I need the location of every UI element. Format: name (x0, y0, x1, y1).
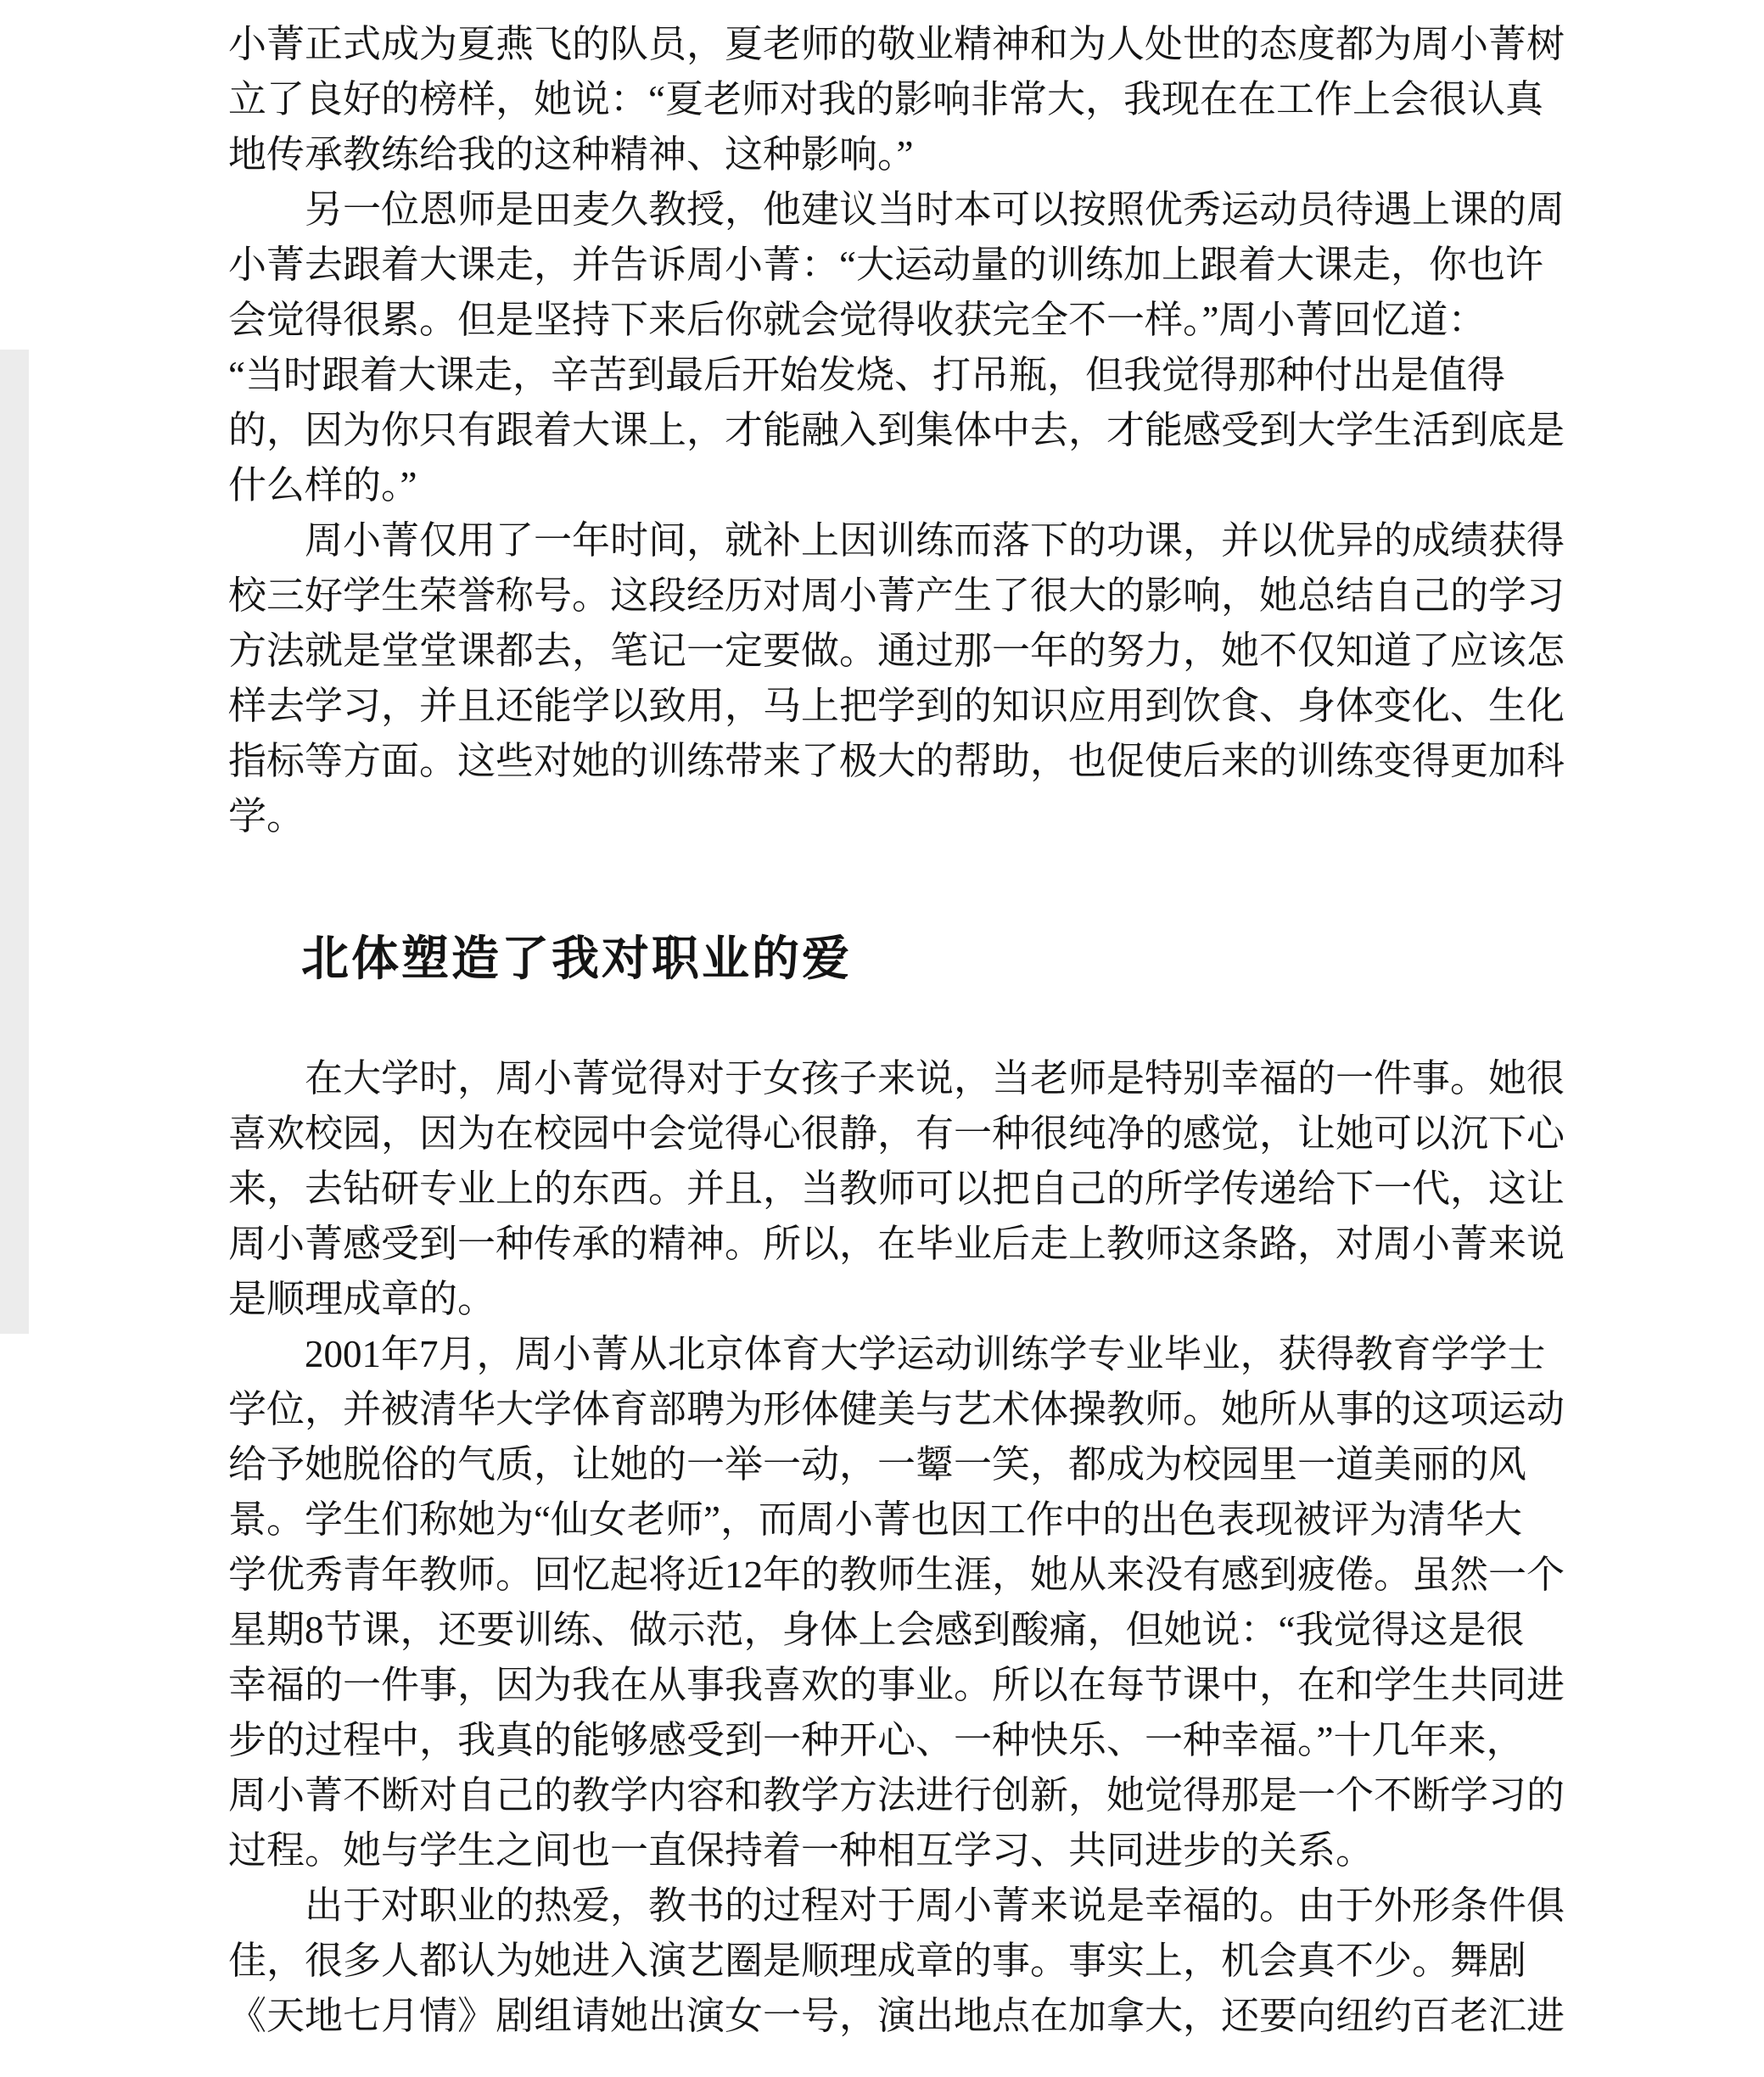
text-line: 周小菁仅用了一年时间，就补上因训练而落下的功课，并以优异的成绩获得 (305, 519, 1565, 562)
text-line: 《天地七月情》剧组请她出演女一号，演出地点在加拿大，还要向纽约百老汇进 (228, 1995, 1565, 2037)
text-line: 景。学生们称她为“仙女老师”，而周小菁也因工作中的出色表现被评为清华大 (228, 1498, 1522, 1541)
text-line: 指标等方面。这些对她的训练带来了极大的帮助，也促使后来的训练变得更加科 (228, 740, 1565, 782)
text-line: 周小菁感受到一种传承的精神。所以，在毕业后走上教师这条路，对周小菁来说 (228, 1223, 1565, 1265)
text-line: 样去学习，并且还能学以致用，马上把学到的知识应用到饮食、身体变化、生化 (228, 685, 1565, 727)
left-margin-marker (0, 350, 29, 1334)
text-line: 学位，并被清华大学体育部聘为形体健美与艺术体操教师。她所从事的这项运动 (228, 1388, 1565, 1430)
text-line: 方法就是堂堂课都去，笔记一定要做。通过那一年的努力，她不仅知道了应该怎 (228, 630, 1565, 672)
text-line: 给予她脱俗的气质，让她的一举一动，一颦一笑，都成为校园里一道美丽的风 (228, 1443, 1527, 1486)
text-line: 星期8节课，还要训练、做示范，身体上会感到酸痛，但她说：“我觉得这是很 (228, 1609, 1525, 1651)
text-line: 过程。她与学生之间也一直保持着一种相互学习、共同进步的关系。 (228, 1829, 1375, 1872)
text-line: 的，因为你只有跟着大课上，才能融入到集体中去，才能感受到大学生活到底是 (228, 409, 1565, 451)
text-line: 出于对职业的热爱，教书的过程对于周小菁来说是幸福的。由于外形条件俱 (305, 1884, 1565, 1927)
text-line: 校三好学生荣誉称号。这段经历对周小菁产生了很大的影响，她总结自己的学习 (228, 574, 1565, 617)
text-line: 小菁正式成为夏燕飞的队员，夏老师的敬业精神和为人处世的态度都为周小菁树 (228, 23, 1565, 65)
text-line: 幸福的一件事，因为我在从事我喜欢的事业。所以在每节课中，在和学生共同进 (228, 1664, 1565, 1706)
text-line: 2001年7月，周小菁从北京体育大学运动训练学专业毕业，获得教育学学士 (305, 1333, 1546, 1375)
text-line: 地传承教练给我的这种精神、这种影响。” (228, 133, 914, 176)
text-column (228, 17, 1565, 2044)
text-line: 来，去钻研专业上的东西。并且，当教师可以把自己的所学传递给下一代，这让 (228, 1167, 1565, 1210)
text-line: 立了良好的榜样，她说：“夏老师对我的影响非常大，我现在在工作上会很认真 (228, 78, 1543, 120)
section-heading: 北体塑造了我对职业的爱 (301, 932, 852, 985)
text-line: 另一位恩师是田麦久教授，他建议当时本可以按照优秀运动员待遇上课的周 (305, 188, 1565, 231)
text-line: 学优秀青年教师。回忆起将近12年的教师生涯，她从来没有感到疲倦。虽然一个 (228, 1554, 1565, 1596)
text-line: 在大学时，周小菁觉得对于女孩子来说，当老师是特别幸福的一件事。她很 (305, 1057, 1565, 1100)
text-line: 什么样的。” (228, 464, 417, 507)
text-line: 会觉得很累。但是坚持下来后你就会觉得收获完全不一样。”周小菁回忆道： (228, 299, 1487, 341)
text-line: 喜欢校园，因为在校园中会觉得心很静，有一种很纯净的感觉，让她可以沉下心 (228, 1112, 1565, 1155)
text-line: “当时跟着大课走，辛苦到最后开始发烧、打吊瓶，但我觉得那种付出是值得 (228, 354, 1505, 396)
text-line: 佳，很多人都认为她进入演艺圈是顺理成章的事。事实上，机会真不少。舞剧 (228, 1940, 1527, 1982)
text-line: 周小菁不断对自己的教学内容和教学方法进行创新，她觉得那是一个不断学习的 (228, 1774, 1565, 1817)
text-line: 学。 (228, 795, 305, 837)
text-line: 小菁去跟着大课走，并告诉周小菁：“大运动量的训练加上跟着大课走，你也许 (228, 244, 1543, 286)
text-line: 是顺理成章的。 (228, 1278, 496, 1320)
text-line: 步的过程中，我真的能够感受到一种开心、一种快乐、一种幸福。”十几年来， (228, 1719, 1525, 1761)
